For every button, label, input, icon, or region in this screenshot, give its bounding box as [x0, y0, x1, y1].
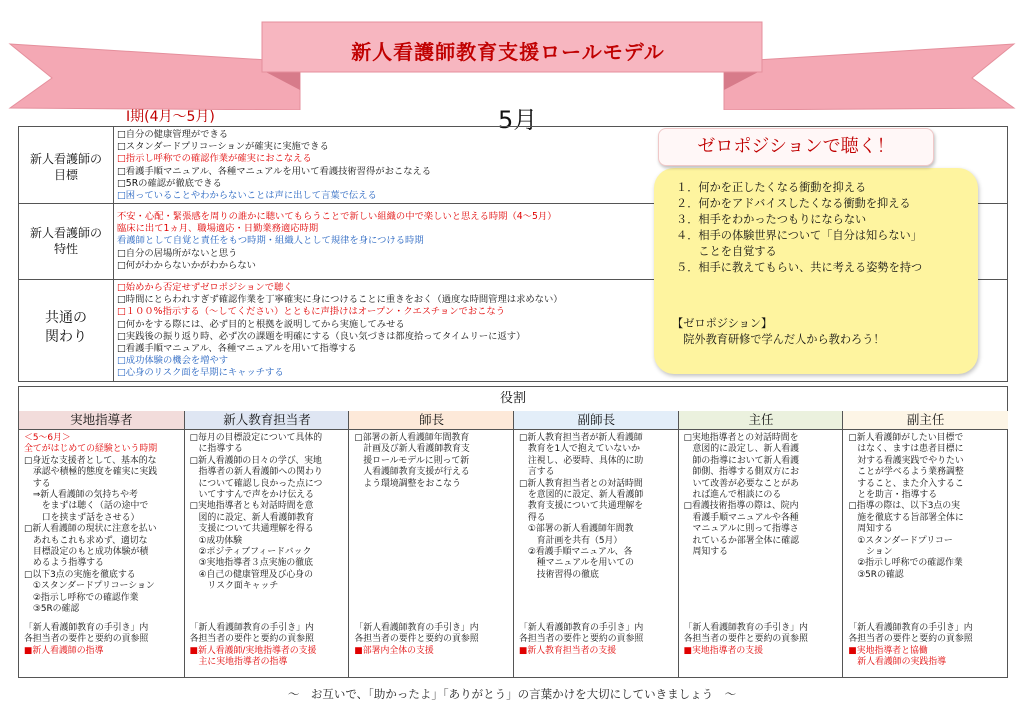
- role-line: について確認し良かった点につ: [189, 478, 323, 489]
- zero-position-list: [676, 180, 922, 276]
- role-line: □新人教育担当者が新人看護師: [519, 433, 643, 443]
- role-column: [184, 411, 350, 677]
- goal-item: □自分の健康管理ができる: [117, 129, 229, 140]
- role-line: 施を徹底する旨部署全体に: [848, 512, 964, 523]
- zero-position-note-title: 【ゼロポジション】: [672, 317, 773, 330]
- role-line: ①スタンダードプリコー: [848, 535, 953, 546]
- goal-item: □困っていることやわからないことは声に出して言葉で伝える: [117, 190, 377, 202]
- role-footer-line: 「新人看護師教育の手引き」内: [848, 623, 973, 633]
- role-line: いて改善が必要なことがあ: [683, 478, 800, 489]
- role-line: れているか部署全体に確認: [683, 535, 800, 546]
- role-line: マニュアルに則って指導さ: [683, 524, 799, 535]
- role-line: 人看護師教育支援が行える: [354, 467, 470, 478]
- role-line: 支援について共通理解を得る: [189, 524, 314, 535]
- common-item: □成功体験の機会を増やす: [117, 355, 229, 367]
- role-column: [348, 411, 514, 677]
- role-column: [19, 411, 184, 677]
- role-footer-line: 主に実地指導者の指導: [189, 657, 288, 668]
- role-line: 全てがはじめての経験という時期: [24, 444, 158, 455]
- role-footer-line: 新人看護師の実践指導: [848, 657, 946, 668]
- common-item: □心身のリスク面を早期にキャッチする: [117, 367, 284, 379]
- traits-label-line1: 新人看護師の: [29, 226, 102, 240]
- role-line: ③5Rの確認: [24, 604, 80, 615]
- roles-title: 役割: [499, 391, 526, 406]
- traits-label: [19, 225, 113, 257]
- common-label-line2: 関わり: [45, 329, 87, 345]
- role-line: 看護手順マニュアルや各種: [683, 512, 799, 523]
- role-footer-line: 「新人看護師教育の手引き」内: [354, 623, 479, 633]
- role-line: に指導する: [189, 444, 243, 455]
- role-column-footer: [684, 623, 808, 657]
- zero-position-box: [654, 168, 978, 374]
- role-line: 計画及び新人看護師教育支: [354, 444, 470, 455]
- role-line: 注視し、必要時、具体的に助: [519, 455, 644, 466]
- role-footer-line: 各担当者の要件と要約の貢参照: [354, 634, 479, 645]
- role-line: □実地指導者とも対話時間を意: [189, 501, 314, 512]
- role-line: 言する: [519, 467, 555, 478]
- role-line: ②指示し呼称での確認作業: [848, 558, 963, 569]
- role-line: ②ポジティブフィードバック: [189, 547, 312, 558]
- role-column: [842, 411, 1008, 677]
- role-line: 種マニュアルを用いての: [519, 558, 635, 569]
- traits-item: □何がわからないかがわからない: [117, 259, 256, 271]
- common-list: [117, 282, 563, 380]
- role-column-footer: [24, 623, 148, 657]
- role-column-body: [679, 430, 844, 558]
- role-line: 師の指導において新人看護: [683, 455, 800, 466]
- role-footer-line: ■新人看護師の指導: [24, 645, 104, 656]
- role-line: ③5Rの確認: [848, 569, 904, 580]
- role-line: れば進んで相談にのる: [683, 490, 782, 501]
- role-line: □身近な支援者として、基本的な: [24, 455, 157, 466]
- role-line: ②指示し呼称での確認作業: [24, 592, 139, 603]
- zero-position-note: [672, 316, 885, 348]
- goal-label-line2: 目標: [53, 168, 78, 182]
- role-footer-line: ■実地指導者の支援: [683, 645, 764, 656]
- role-line: いてすすんで声をかけ伝える: [189, 490, 314, 501]
- role-line: ④自己の健康管理及び心身の: [189, 569, 313, 580]
- zero-position-item: １．何かを正したくなる衝動を抑える: [676, 181, 867, 194]
- role-line: 指導者の新人看護師への関わり: [189, 467, 323, 478]
- role-footer-line: ■新人看護師/実地指導者の支援: [189, 645, 317, 656]
- role-line: □新人看護師がしたい目標で: [848, 433, 964, 443]
- role-line: ②看護手順マニュアル、各: [519, 547, 633, 558]
- period-label: Ⅰ期(4月～5月): [126, 109, 215, 125]
- role-column: [678, 411, 844, 677]
- role-footer-line: 「新人看護師教育の手引き」内: [683, 623, 808, 633]
- traits-list: [117, 211, 557, 272]
- role-column-footer: [848, 623, 972, 669]
- role-footer-line: 「新人看護師教育の手引き」内: [189, 623, 314, 633]
- month-label: 5月: [498, 106, 538, 134]
- zero-position-item: ２．何かをアドバイスしたくなる衝動を抑える: [676, 197, 911, 210]
- page-title: 新人看護師教育支援ロールモデル: [351, 40, 665, 64]
- common-item: □時間にとらわれすぎず確認作業を丁寧確実に身につけることに重きをおく（過度な時間管理は求めない）: [117, 294, 563, 306]
- goal-item: □スタンダードプリコーションが確実に実施できる: [117, 141, 329, 153]
- role-line: めるよう指導する: [24, 558, 104, 569]
- role-line: ③実地指導者３点実施の徹底: [189, 558, 313, 569]
- role-column-body: [185, 430, 350, 593]
- role-line: 師側、指導する側双方にお: [683, 467, 800, 478]
- common-label: [19, 309, 113, 347]
- role-line: あれもこれも求めず、適切な: [24, 535, 148, 546]
- zero-position-item: ４．相手の体験世界について「自分は知らない」: [676, 229, 922, 242]
- role-line: □部署の新人看護師年間教育: [354, 433, 470, 443]
- zero-position-note-text: 院外教育研修で学んだ人から教わろう！: [672, 333, 885, 346]
- role-line: 図的に設定、新人看護師教育: [189, 512, 314, 523]
- role-footer-line: ■実地指導者と協働: [848, 645, 928, 656]
- role-footer-line: 各担当者の要件と要約の貢参照: [519, 634, 644, 645]
- traits-item: 不安・心配・緊張感を周りの誰かに聴いてもらうことで新しい組織の中で楽しいと思える時期（4～5月）: [117, 211, 557, 222]
- role-line: ①部署の新人看護師年間教: [519, 524, 634, 535]
- role-column-header: 師長: [349, 411, 514, 430]
- zero-position-item: ３．相手をわかったつもりにならない: [676, 213, 867, 226]
- role-line: ⇒新人看護師の気持ちや考: [24, 490, 138, 501]
- goal-label: [19, 151, 113, 183]
- goal-label-line1: 新人看護師の: [29, 152, 102, 166]
- traits-item: 臨床に出て1ヵ月、職場適応・日勤業務適応時期: [117, 223, 319, 235]
- zero-position-heading: ゼロポジションで聴く！: [658, 128, 934, 166]
- footer-message: ～ お互いで、「助かったよ」「ありがとう」の言葉かけを大切にしていきましょう ～: [287, 687, 737, 701]
- role-footer-line: 「新人看護師教育の手引き」内: [24, 623, 149, 633]
- role-line: ことが学べるよう業務調整: [848, 467, 964, 478]
- role-footer-line: 「新人看護師教育の手引き」内: [519, 623, 644, 633]
- role-line: 育計画を共有（5月）: [519, 535, 623, 546]
- zero-position-item: ことを自覚する: [676, 245, 777, 258]
- role-line: □新人看護師の日々の学び、実地: [189, 455, 322, 466]
- role-footer-line: 各担当者の要件と要約の貢参照: [189, 634, 314, 645]
- goal-list: [117, 129, 431, 202]
- role-line: 周知する: [848, 524, 893, 535]
- common-label-line1: 共通の: [45, 310, 87, 326]
- role-line: □新人教育担当者との対話時間: [519, 478, 643, 489]
- common-item: □看護手順マニュアル、各種マニュアルを用いて指導する: [117, 343, 357, 355]
- role-line: リスク面キャッチ: [189, 581, 279, 592]
- common-item: □何かをする際には、必ず目的と根拠を説明してから実施してみせる: [117, 318, 405, 330]
- role-column-header: 新人教育担当者: [185, 411, 350, 430]
- role-line: □新人看護師の現状に注意を払い: [24, 524, 157, 535]
- role-column-body: [514, 430, 679, 581]
- role-line: 目標設定のもと成功体験が積: [24, 547, 149, 558]
- goal-item: □5Rの確認が徹底できる: [117, 177, 222, 189]
- role-column-header: 副師長: [514, 411, 679, 430]
- role-line: すること、また介入するこ: [848, 478, 964, 489]
- role-column-body: [19, 430, 184, 616]
- role-column-footer: [354, 623, 478, 657]
- role-line: する: [24, 478, 51, 489]
- role-line: 技術習得の徹底: [519, 569, 599, 580]
- role-line: をまずは聴く（話の途中で: [24, 501, 149, 512]
- role-line: 対する看護実践でやりたい: [848, 455, 964, 466]
- role-column-footer: [519, 623, 643, 657]
- common-item: □始めから否定せずゼロポジションで聴く: [117, 282, 293, 293]
- role-line: □看護技術指導の際は、院内: [683, 501, 799, 512]
- role-line: ション: [848, 547, 893, 558]
- role-line: を意図的に設定、新人看護師: [519, 490, 644, 501]
- role-line: □指導の際は、以下3点の実: [848, 501, 960, 512]
- zero-position-item: ５．相手に教えてもらい、共に考える姿勢を持つ: [676, 261, 923, 274]
- role-line: 周知する: [683, 547, 729, 558]
- role-line: ＜5～6月＞: [24, 433, 71, 443]
- common-item: □実践後の振り返り時、必ず次の課題を明確にする（良い気づきは都度拾ってタイムリーに返す）: [117, 330, 526, 342]
- role-line: よう環境調整をおこなう: [354, 478, 461, 489]
- traits-item: □自分の居場所がないと思う: [117, 247, 238, 259]
- role-line: はなく、ますは患者目標に: [848, 444, 964, 455]
- traits-item: 看護師として自覚と責任をもつ時期・組織人として規律を身につける時期: [117, 235, 424, 247]
- role-line: □毎月の目標設定について具体的: [189, 433, 323, 443]
- role-line: 承認や積極的態度を確実に実践: [24, 467, 158, 478]
- role-line: 得る: [519, 512, 546, 523]
- role-line: 意図的に設定し、新人看護: [683, 444, 800, 455]
- goal-item: □看護手順マニュアル、各種マニュアルを用いて看護技術習得がおこなえる: [117, 165, 432, 177]
- goal-item: □指示し呼称での確認作業が確実におこなえる: [117, 153, 312, 165]
- roles-table: [18, 386, 1008, 678]
- role-footer-line: 各担当者の要件と要約の貢参照: [24, 634, 149, 645]
- role-footer-line: ■新人教育担当者の支援: [519, 645, 617, 656]
- role-column-footer: [190, 623, 317, 669]
- role-column-body: [843, 430, 1008, 581]
- role-line: 援ロールモデルに則って新: [354, 455, 470, 466]
- role-line: □実地指導者との対話時間を: [683, 433, 799, 443]
- role-line: とを助言・指導する: [848, 490, 938, 501]
- role-line: 教育支援について共通理解を: [519, 501, 644, 512]
- role-line: 口を挟まず話をさせる）: [24, 512, 140, 523]
- role-column-header: 主任: [679, 411, 844, 430]
- role-line: ①スタンダードプリコーション: [24, 581, 155, 592]
- role-column: [513, 411, 679, 677]
- role-footer-line: 各担当者の要件と要約の貢参照: [848, 634, 973, 645]
- traits-label-line2: 特性: [53, 242, 78, 256]
- role-column-header: 実地指導者: [19, 411, 184, 430]
- role-column-header: 副主任: [843, 411, 1008, 430]
- role-line: 教育を1人で抱えていないか: [519, 444, 641, 455]
- role-line: □以下3点の実施を徹底する: [24, 569, 136, 580]
- role-footer-line: ■部署内全体の支援: [354, 645, 434, 656]
- role-footer-line: 各担当者の要件と要約の貢参照: [683, 634, 808, 645]
- role-column-body: [349, 430, 514, 490]
- common-item: □１００%指示する（～してください）とともに声掛けはオープン・クエスチョンでおこなう: [117, 306, 506, 318]
- role-line: ①成功体験: [189, 535, 242, 546]
